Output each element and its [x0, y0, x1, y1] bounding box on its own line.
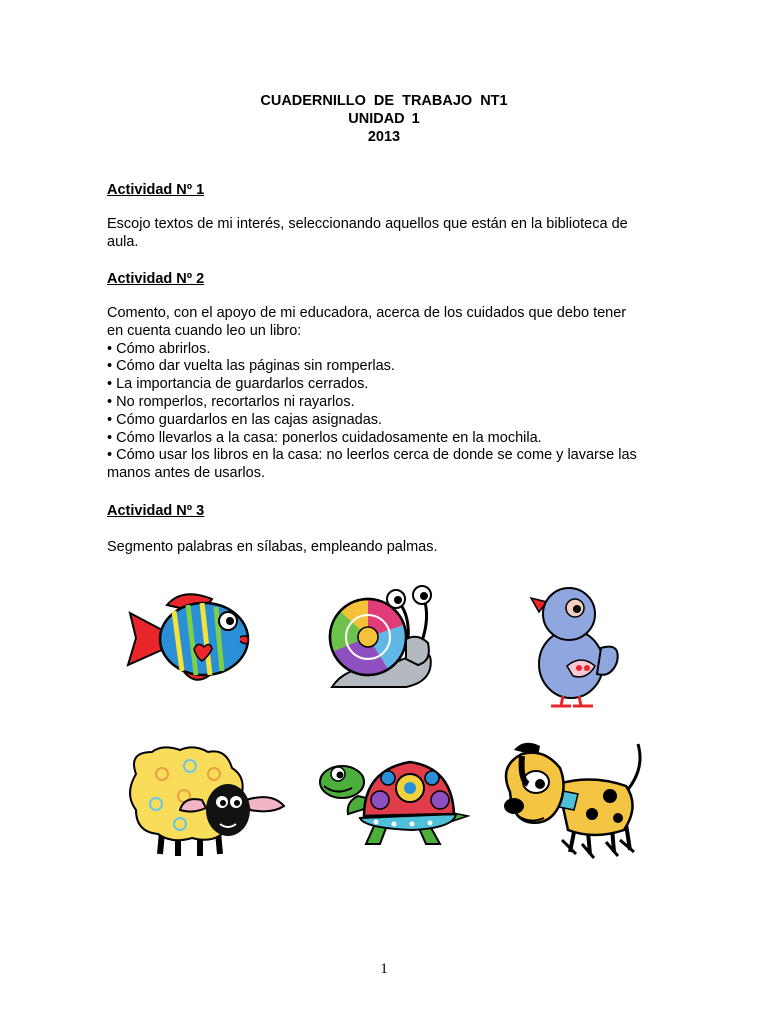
- snail-icon: [326, 583, 442, 695]
- list-item: • Cómo usar los libros en la casa: no leerlos cerca de donde se come y lavarse las: [107, 447, 637, 464]
- list-item: • Cómo dar vuelta las páginas sin romperlas.: [107, 358, 395, 375]
- activity-2-heading: Actividad Nº 2: [107, 271, 205, 287]
- activity-1-heading: Actividad Nº 1: [107, 182, 205, 198]
- year-label: 2013: [367, 129, 401, 145]
- list-item: • Cómo abrirlos.: [107, 340, 211, 357]
- activity-2-text: [107, 305, 677, 483]
- dog-icon: [500, 736, 650, 862]
- bird-icon: [527, 582, 623, 710]
- turtle-icon: [318, 756, 470, 848]
- list-item: • Cómo guardarlos en las cajas asignadas.: [107, 411, 383, 428]
- activity-3-text: [107, 539, 677, 557]
- text-line: en cuenta cuando leo un libro:: [107, 322, 302, 339]
- activity-3-heading: Actividad Nº 3: [107, 503, 205, 519]
- text-line: Comento, con el apoyo de mi educadora, acerca de los cuidados que debo tener: [107, 305, 627, 321]
- text-line: aula.: [107, 233, 139, 250]
- sheep-icon: [122, 744, 288, 860]
- text-line: Escojo textos de mi interés, seleccionando aquellos que están en la biblioteca de: [107, 216, 628, 232]
- fish-icon: [122, 583, 254, 695]
- unit-label: UNIDAD 1: [348, 111, 420, 127]
- activity-1-text: [107, 216, 677, 252]
- text-line: Segmento palabras en sílabas, empleando palmas.: [107, 539, 438, 555]
- document-title: CUADERNILLO DE TRABAJO NT1: [260, 93, 508, 109]
- list-item: • No romperlos, recortarlos ni rayarlos.: [107, 393, 355, 410]
- list-item: • La importancia de guardarlos cerrados.: [107, 376, 369, 393]
- text-line: manos antes de usarlos.: [107, 465, 265, 482]
- page-number: 1: [380, 961, 388, 977]
- list-item: • Cómo llevarlos a la casa: ponerlos cuidadosamente en la mochila.: [107, 429, 542, 446]
